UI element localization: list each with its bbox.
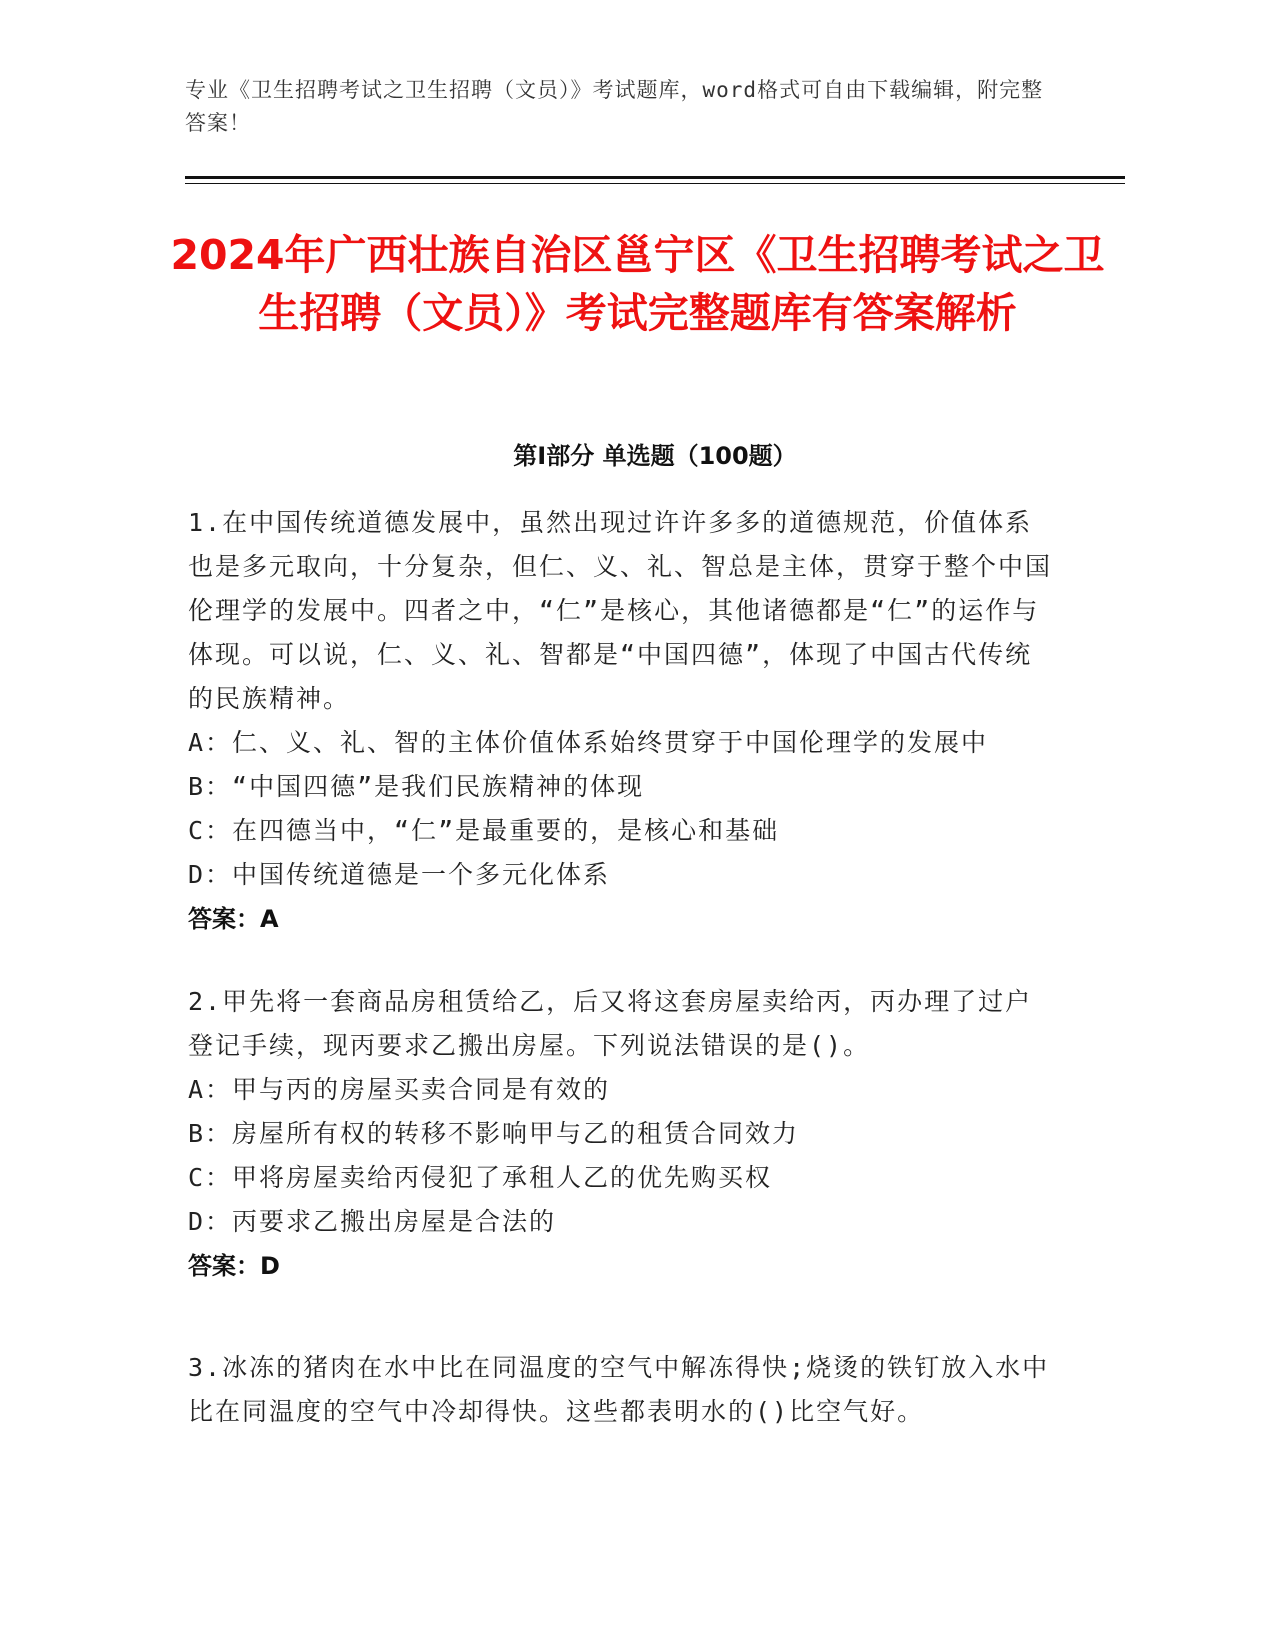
question-1 bbox=[188, 501, 1058, 941]
document-title: 2024年广西壮族自治区邕宁区《卫生招聘考试之卫生招聘（文员）》考试完整题库有答案解析 bbox=[170, 231, 1105, 337]
option-d: D：丙要求乙搬出房屋是合法的 bbox=[188, 1207, 557, 1236]
answer: 答案：A bbox=[188, 905, 279, 933]
question-stem: 2.甲先将一套商品房租赁给乙，后又将这套房屋卖给丙，丙办理了过户登记手续，现丙要求乙搬出房屋。下列说法错误的是()。 bbox=[188, 987, 1033, 1060]
option-a: A：甲与丙的房屋买卖合同是有效的 bbox=[188, 1075, 611, 1104]
option-c: C：甲将房屋卖给丙侵犯了承租人乙的优先购买权 bbox=[188, 1163, 773, 1192]
header-divider-thin bbox=[185, 183, 1125, 184]
question-2 bbox=[188, 980, 1058, 1288]
section-heading: 第I部分 单选题（100题） bbox=[513, 442, 797, 470]
option-b: B：房屋所有权的转移不影响甲与乙的租赁合同效力 bbox=[188, 1119, 800, 1148]
question-stem: 3.冰冻的猪肉在水中比在同温度的空气中解冻得快;烧烫的铁钉放入水中比在同温度的空气中冷却得快。这些都表明水的()比空气好。 bbox=[188, 1353, 1050, 1426]
header-note: 专业《卫生招聘考试之卫生招聘（文员）》考试题库，word格式可自由下载编辑，附完整答案！ bbox=[185, 78, 1044, 135]
option-b: B：“中国四德”是我们民族精神的体现 bbox=[188, 772, 645, 801]
question-stem: 1.在中国传统道德发展中，虽然出现过许许多多的道德规范，价值体系也是多元取向，十分复杂，但仁、义、礼、智总是主体，贯穿于整个中国伦理学的发展中。四者之中，“仁”是核心，其他诸德都是“仁”的运作与体现。可以说，仁、义、礼、智都是“中国四德”，体现了中国古代传统的民族精神。 bbox=[188, 508, 1053, 713]
answer: 答案：D bbox=[188, 1252, 280, 1280]
option-a: A：仁、义、礼、智的主体价值体系始终贯穿于中国伦理学的发展中 bbox=[188, 728, 989, 757]
option-c: C：在四德当中，“仁”是最重要的，是核心和基础 bbox=[188, 816, 780, 845]
header-divider-thick bbox=[185, 176, 1125, 179]
question-3 bbox=[188, 1346, 1058, 1434]
option-d: D：中国传统道德是一个多元化体系 bbox=[188, 860, 611, 889]
